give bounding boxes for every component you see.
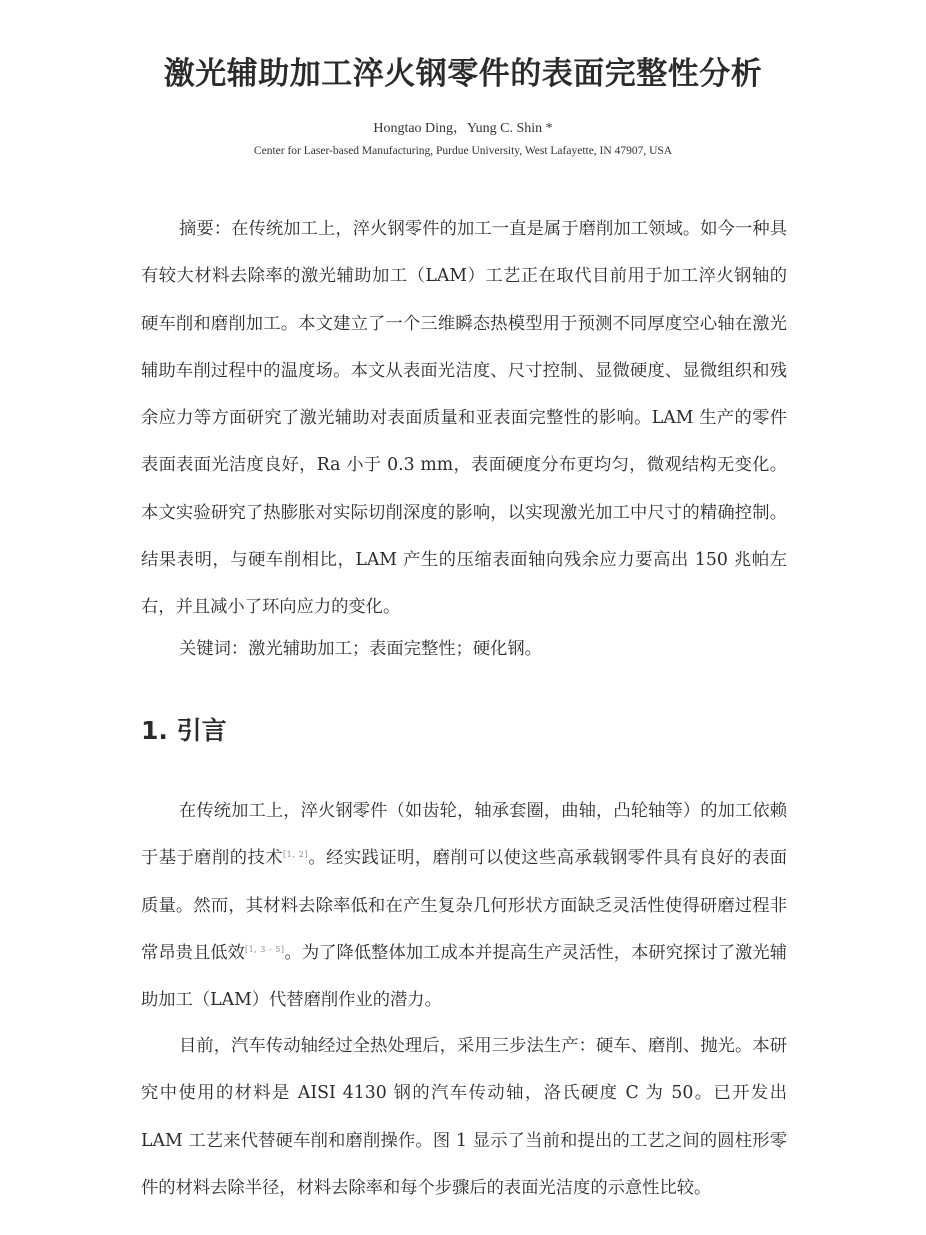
keywords-text: 关键词：激光辅助加工；表面完整性；硬化钢。	[179, 639, 542, 659]
citation-marker-1: [1, 2]	[282, 850, 308, 860]
keywords-block	[141, 626, 787, 673]
introduction-paragraph-2	[141, 1023, 787, 1212]
intro-paragraph-1-text	[141, 788, 787, 1024]
paper-authors: Hongtao Ding，Yung C. Shin *	[373, 121, 553, 136]
intro-p1-text-part-3: 。为了降低整体加工成本并提高生产灵活性，本研究探讨了激光辅助加工（LAM）代替磨削作业的潜力。	[141, 942, 787, 1011]
intro-p1-text-part-1: 在传统加工上，淬火钢零件（如齿轮，轴承套圈，曲轴，凸轮轴等）的加工依赖于基于磨削的技术	[141, 801, 787, 869]
introduction-paragraph-1	[141, 788, 787, 1024]
paper-affiliation: Center for Laser-based Manufacturing, Purdue University, West Lafayette, IN 47907, USA	[253, 145, 673, 157]
section-heading-introduction: 1. 引言	[141, 716, 227, 745]
abstract-text: 摘要：在传统加工上，淬火钢零件的加工一直是属于磨削加工领域。如今一种具有较大材料去除率的激光辅助加工（LAM）工艺正在取代目前用于加工淬火钢轴的硬车削和磨削加工。本文建立了一个三维瞬态热模型用于预测不同厚度空心轴在激光辅助车削过程中的温度场。本文从表面光洁度、尺寸控制、显微硬度、显微组织和残余应力等方面研究了激光辅助对表面质量和亚表面完整性的影响。LAM 生产的零件表面表面光洁度良好，Ra 小于 0.3 mm，表面硬度分布更均匀，微观结构无变化。本文实验研究了热膨胀对实际切削深度的影响，以实现激光加工中尺寸的精确控制。结果表明，与硬车削相比，LAM 产生的压缩表面轴向残余应力要高出 150 兆帕左右，并且减小了环向应力的变化。	[141, 219, 787, 618]
intro-p1-text-part-2: 。经实践证明，磨削可以使这些高承载钢零件具有良好的表面质量。然而，其材料去除率低和在产生复杂几何形状方面缺乏灵活性使得研磨过程非常昂贵且低效	[141, 848, 787, 963]
intro-paragraph-2-text: 目前，汽车传动轴经过全热处理后，采用三步法生产：硬车、磨削、抛光。本研究中使用的材料是 AISI 4130 钢的汽车传动轴，洛氏硬度 C 为 50。已开发出 LAM 工艺来代替硬车削和磨削操作。图 1 显示了当前和提出的工艺之间的圆柱形零件的材料去除半径，材料去除率和每个步骤后的表面光洁度的示意性比较。	[141, 1036, 787, 1198]
paper-title: 激光辅助加工淬火钢零件的表面完整性分析	[163, 56, 763, 92]
citation-marker-2: [1, 3 - 5]	[244, 944, 285, 954]
abstract-block	[141, 206, 787, 632]
